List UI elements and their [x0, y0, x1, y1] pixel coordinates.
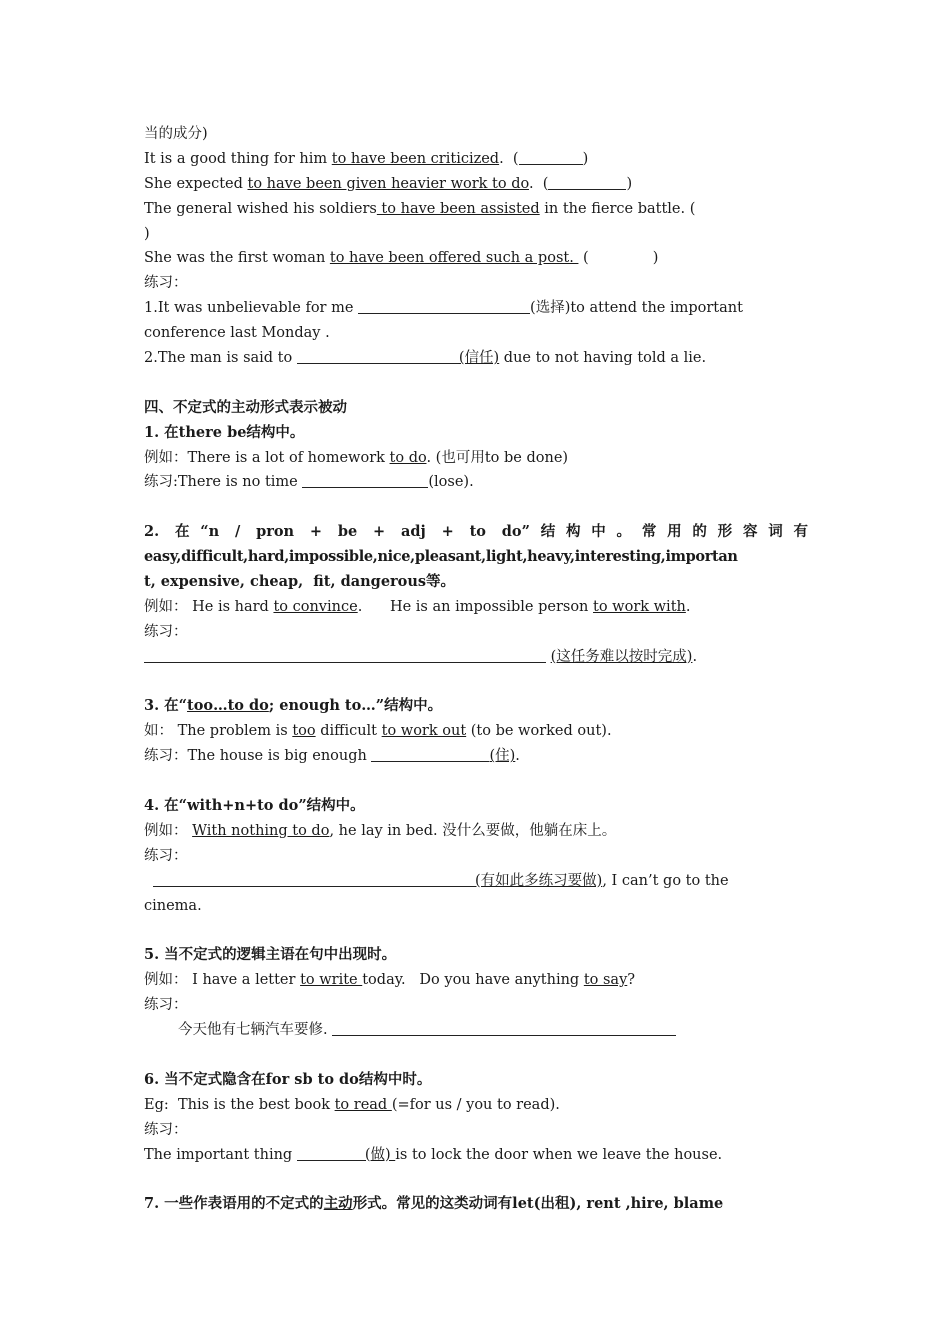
underlined-phrase: to have been offered such a post. — [329, 250, 579, 267]
practice-2 — [144, 346, 808, 371]
point-4-title: 4. 在“with+n+to do”结构中。 — [144, 797, 365, 815]
example-line-3 — [144, 197, 808, 222]
underlined-phrase: to work with — [593, 598, 686, 615]
practice-1 — [144, 296, 808, 321]
example-text: The general wished his soldiers — [144, 200, 377, 217]
paren-close: ) — [652, 250, 659, 267]
example-line-4 — [144, 246, 808, 271]
example-text: 例如： — [144, 822, 193, 839]
title-text: ; enough to…”结构中。 — [268, 697, 443, 715]
point-2-practice — [144, 645, 808, 670]
underlined-phrase: to have been assisted — [376, 200, 540, 217]
example-line-2 — [144, 172, 808, 197]
title-text: 3. 在“ — [144, 697, 188, 715]
practice-hint: (做) — [364, 1146, 396, 1163]
practice-hint: (信任) — [458, 350, 500, 367]
practice-text: 1.It was unbelievable for me — [144, 300, 359, 317]
spacer — [144, 769, 808, 794]
answer-blank[interactable] — [144, 647, 546, 663]
practice-text: is to lock the door when we leave the house. — [395, 1146, 723, 1163]
underlined-phrase: to read — [334, 1096, 392, 1113]
point-1-practice — [144, 470, 808, 495]
point-4-practice-cont: cinema. — [144, 897, 202, 914]
underlined-phrase: to have been given heavier work to do — [247, 175, 529, 192]
example-text: ? — [627, 972, 636, 989]
underlined-phrase: to have been criticized — [331, 150, 500, 167]
answer-blank[interactable] — [302, 472, 428, 488]
example-text: 例如： I have a letter — [144, 972, 301, 989]
underlined-phrase: 主动 — [323, 1195, 353, 1213]
paren-close: ) — [582, 150, 589, 167]
example-text: . (也可用to be done) — [426, 449, 569, 466]
answer-blank[interactable] — [297, 1145, 365, 1161]
practice-text: 练习:There is no time — [144, 474, 303, 491]
practice-text: (lose). — [428, 474, 474, 491]
answer-blank[interactable] — [153, 871, 475, 887]
point-2-title-line2: easy,difficult,hard,impossible,nice,pleasant,light,heavy,interesting,importan — [144, 548, 738, 566]
practice-text: . — [692, 648, 698, 665]
underlined-phrase: to convince — [273, 598, 358, 615]
point-2-title-line3: t, expensive, cheap, fit, dangerous等。 — [144, 573, 456, 591]
example-text: difficult — [315, 723, 382, 740]
point-4-practice — [144, 869, 808, 894]
underlined-phrase: to write — [300, 972, 363, 989]
point-2-title-line1: 2. 在“n / pron + be + adj + to do”结构中。常用的形容词有 — [144, 523, 808, 541]
point-3-title — [144, 694, 808, 719]
example-text: , he lay in bed. 没什么要做，他躺在床上。 — [329, 822, 617, 839]
answer-blank[interactable] — [519, 149, 583, 165]
practice-hint: (这任务难以按时完成) — [550, 648, 693, 665]
intro-tail: 当的成分) — [144, 126, 208, 142]
answer-blank[interactable] — [548, 174, 626, 190]
example-text: . ( — [499, 150, 519, 167]
point-5-title: 5. 当不定式的逻辑主语在句中出现时。 — [144, 946, 397, 964]
title-text: 形式。常见的这类动词有let(出租), rent ,hire, blame — [352, 1195, 724, 1213]
answer-blank[interactable] — [371, 746, 489, 762]
example-text: in the fierce battle. ( — [539, 200, 696, 217]
point-3-example — [144, 719, 808, 744]
practice-text: 2.The man is said to — [144, 350, 297, 367]
section-4-title: 四、不定式的主动形式表示被动 — [144, 398, 347, 416]
underlined-phrase: With nothing to do — [192, 822, 330, 839]
document-page — [144, 122, 808, 1217]
practice-hint: (选择)to attend the important — [530, 300, 743, 317]
point-1-example — [144, 446, 808, 471]
practice-hint: (有如此多练习要做) — [475, 872, 603, 889]
point-6-title: 6. 当不定式隐含在for sb to do结构中时。 — [144, 1070, 432, 1088]
spacer — [144, 1167, 808, 1192]
point-5-example — [144, 968, 808, 993]
practice-text: due to not having told a lie. — [499, 350, 707, 367]
point-1-title: 1. 在there be结构中。 — [144, 423, 305, 441]
paren-close: ) — [626, 175, 633, 192]
practice-text: . — [515, 748, 520, 765]
point-7-title — [144, 1192, 808, 1217]
example-text: . He is an impossible person — [357, 598, 594, 615]
point-3-practice — [144, 744, 808, 769]
underlined-phrase: too…to do — [187, 697, 269, 715]
title-text: 7. 一些作表语用的不定式的 — [144, 1195, 324, 1213]
practice-text: , I can’t go to the — [602, 872, 729, 889]
example-text: ( — [578, 250, 589, 267]
example-line-3-cont: ) — [144, 225, 150, 242]
example-text: 如： The problem is — [144, 723, 293, 740]
example-text: . — [685, 598, 691, 615]
practice-text: 今天他有七辆汽车要修. — [178, 1022, 333, 1039]
example-text: Eg: This is the best book — [144, 1096, 335, 1113]
underlined-phrase: to say — [583, 972, 628, 989]
example-text: 例如： He is hard — [144, 598, 274, 615]
point-5-practice — [144, 1018, 808, 1043]
point-5-practice-label: 练习： — [144, 997, 188, 1014]
spacer — [144, 1043, 808, 1068]
point-2-example — [144, 595, 808, 620]
example-text: today. Do you have anything — [362, 972, 584, 989]
practice-1-cont: conference last Monday . — [144, 325, 330, 342]
practice-hint: (住) — [489, 748, 516, 765]
point-6-practice-label: 练习： — [144, 1121, 188, 1138]
answer-blank[interactable] — [297, 348, 459, 364]
point-2-practice-label: 练习： — [144, 623, 188, 640]
example-line-1 — [144, 147, 808, 172]
example-text: (to be worked out). — [466, 723, 612, 740]
underlined-phrase: to do — [389, 449, 427, 466]
example-text: She expected — [144, 175, 248, 192]
point-6-example — [144, 1093, 808, 1118]
spacer — [144, 919, 808, 944]
spacer — [144, 371, 808, 396]
example-text: She was the first woman — [144, 250, 330, 267]
spacer — [144, 495, 808, 520]
practice-text: The important thing — [144, 1146, 297, 1163]
example-text: It is a good thing for him — [144, 150, 332, 167]
practice-text: 练习：The house is big enough — [144, 748, 372, 765]
answer-blank[interactable] — [358, 298, 530, 314]
example-text: . ( — [528, 175, 549, 192]
point-4-example — [144, 819, 808, 844]
underlined-phrase: to work out — [381, 723, 467, 740]
answer-blank[interactable] — [332, 1020, 676, 1036]
point-4-practice-label: 练习： — [144, 847, 188, 864]
spacer — [144, 670, 808, 695]
example-text: 例如：There is a lot of homework — [144, 449, 390, 466]
underlined-phrase: too — [292, 723, 316, 740]
point-6-practice — [144, 1143, 808, 1168]
practice-label: 练习： — [144, 275, 188, 292]
example-text: (=for us / you to read). — [391, 1096, 560, 1113]
